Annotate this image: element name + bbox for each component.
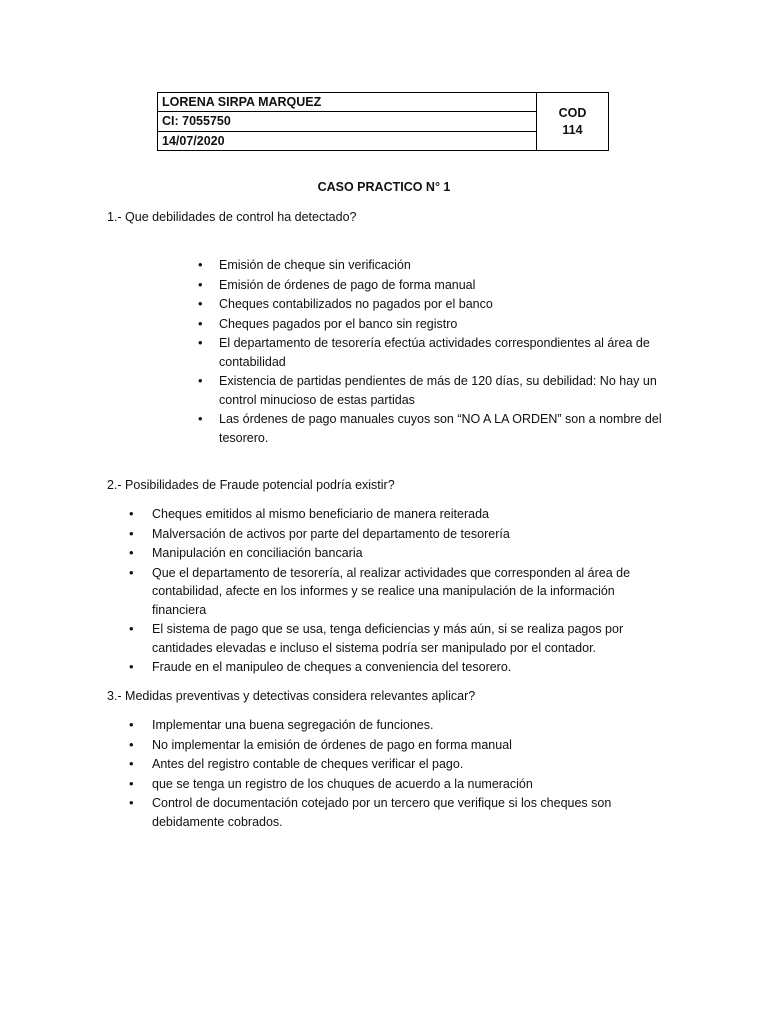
- list-item: • No implementar la emisión de órdenes de pago en forma manual: [152, 736, 632, 755]
- header-table: [157, 92, 609, 151]
- list-preventive-measures: [152, 716, 632, 832]
- code-label: COD: [558, 105, 587, 120]
- student-name: LORENA SIRPA MARQUEZ: [158, 93, 536, 112]
- document-title: CASO PRACTICO N° 1: [317, 180, 451, 194]
- list-item: • Cheques emitidos al mismo beneficiario de manera reiterada: [152, 505, 632, 524]
- list-item: • El departamento de tesorería efectúa actividades correspondientes al área de contabilidad: [219, 334, 664, 371]
- list-weaknesses: [219, 256, 664, 448]
- question-1: 1.- Que debilidades de control ha detectado?: [107, 210, 357, 224]
- list-item: • Fraude en el manipuleo de cheques a conveniencia del tesorero.: [152, 658, 632, 677]
- question-3: 3.- Medidas preventivas y detectivas considera relevantes aplicar?: [107, 689, 476, 703]
- list-item: • Cheques pagados por el banco sin registro: [219, 315, 664, 334]
- list-item: • Que el departamento de tesorería, al realizar actividades que corresponden al área de contabilidad, afecte en los informes y se realice una manipulación de la información financiera: [152, 564, 632, 620]
- list-item: • Manipulación en conciliación bancaria: [152, 544, 632, 563]
- list-item: • Implementar una buena segregación de funciones.: [152, 716, 632, 735]
- list-item: • Emisión de cheque sin verificación: [219, 256, 664, 275]
- list-item: • Malversación de activos por parte del departamento de tesorería: [152, 525, 632, 544]
- list-item: • Las órdenes de pago manuales cuyos son “NO A LA ORDEN” son a nombre del tesorero.: [219, 410, 664, 447]
- document-date: 14/07/2020: [162, 133, 225, 148]
- question-2: 2.- Posibilidades de Fraude potencial podría existir?: [107, 478, 395, 492]
- list-item: • Control de documentación cotejado por un tercero que verifique si los cheques son debidamente cobrados.: [152, 794, 632, 831]
- code-cell: [537, 93, 608, 150]
- student-ci: CI: 7055750: [158, 112, 536, 131]
- list-item: • El sistema de pago que se usa, tenga deficiencias y más aún, si se realiza pagos por cantidades elevadas e incluso el sistema podría ser manipulado por el contador.: [152, 620, 632, 657]
- header-info: [158, 93, 537, 150]
- list-item: • que se tenga un registro de los chuques de acuerdo a la numeración: [152, 775, 632, 794]
- list-fraud-possibilities: [152, 505, 632, 678]
- list-item: • Emisión de órdenes de pago de forma manual: [219, 276, 664, 295]
- list-item: • Cheques contabilizados no pagados por el banco: [219, 295, 664, 314]
- code-value: 114: [562, 122, 583, 137]
- list-item: • Antes del registro contable de cheques verificar el pago.: [152, 755, 632, 774]
- list-item: • Existencia de partidas pendientes de más de 120 días, su debilidad: No hay un control minucioso de estas partidas: [219, 372, 664, 409]
